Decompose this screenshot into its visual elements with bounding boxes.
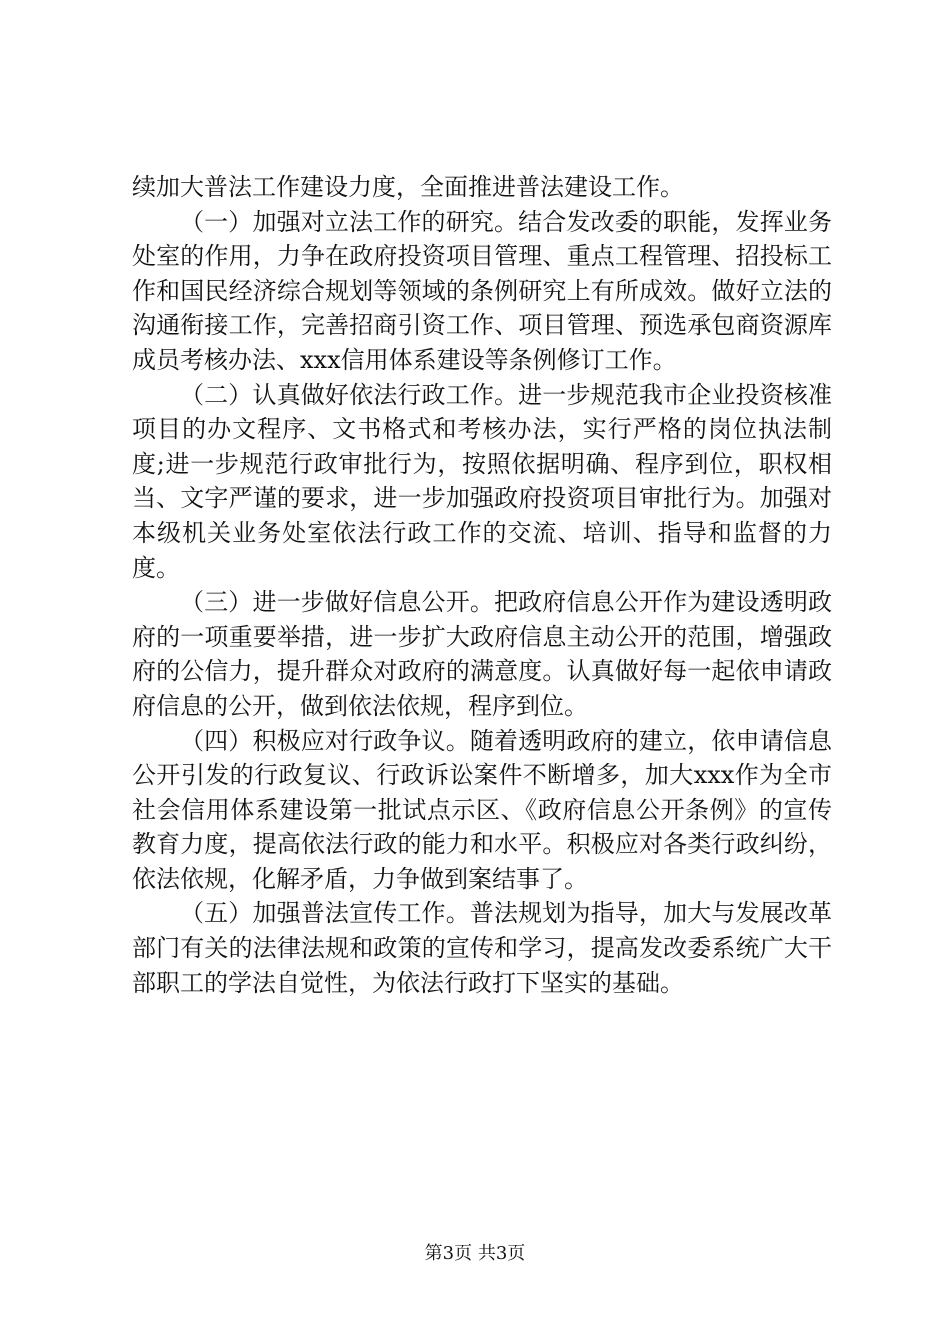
paragraph-section-4: （四）积极应对行政争议。随着透明政府的建立，依申请信息公开引发的行政复议、行政诉讼案件不断增多，加大xxx作为全市社会信用体系建设第一批试点示区、《政府信息公开条例》的宣传教育力度，提高依法行政的能力和水平。积极应对各类行政纠纷，依法依规，化解矛盾，力争做到案结事了。 (132, 726, 832, 893)
paragraph-section-5: （五）加强普法宣传工作。普法规划为指导，加大与发展改革部门有关的法律法规和政策的宣传和学习，提高发改委系统广大干部职工的学法自觉性，为依法行政打下坚实的基础。 (132, 899, 832, 997)
page-number: 第3页 共3页 (424, 1243, 526, 1264)
document-body (132, 170, 832, 1000)
page-footer (0, 1242, 950, 1266)
paragraph-continuation: 续加大普法工作建设力度，全面推进普法建设工作。 (132, 173, 684, 201)
paragraph-section-2: （二）认真做好依法行政工作。进一步规范我市企业投资核准项目的办文程序、文书格式和考核办法，实行严格的岗位执法制度;进一步规范行政审批行为，按照依据明确、程序到位，职权相当、文字严谨的要求，进一步加强政府投资项目审批行为。加强对本级机关业务处室依法行政工作的交流、培训、指导和监督的力度。 (132, 380, 832, 582)
paragraph-section-3: （三）进一步做好信息公开。把政府信息公开作为建设透明政府的一项重要举措，进一步扩大政府信息主动公开的范围，增强政府的公信力，提升群众对政府的满意度。认真做好每一起依申请政府信息的公开，做到依法依规，程序到位。 (132, 588, 832, 720)
paragraph-section-1: （一）加强对立法工作的研究。结合发改委的职能，发挥业务处室的作用，力争在政府投资项目管理、重点工程管理、招投标工作和国民经济综合规划等领域的条例研究上有所成效。做好立法的沟通衔接工作，完善招商引资工作、项目管理、预选承包商资源库成员考核办法、xxx信用体系建设等条例修订工作。 (132, 207, 832, 374)
